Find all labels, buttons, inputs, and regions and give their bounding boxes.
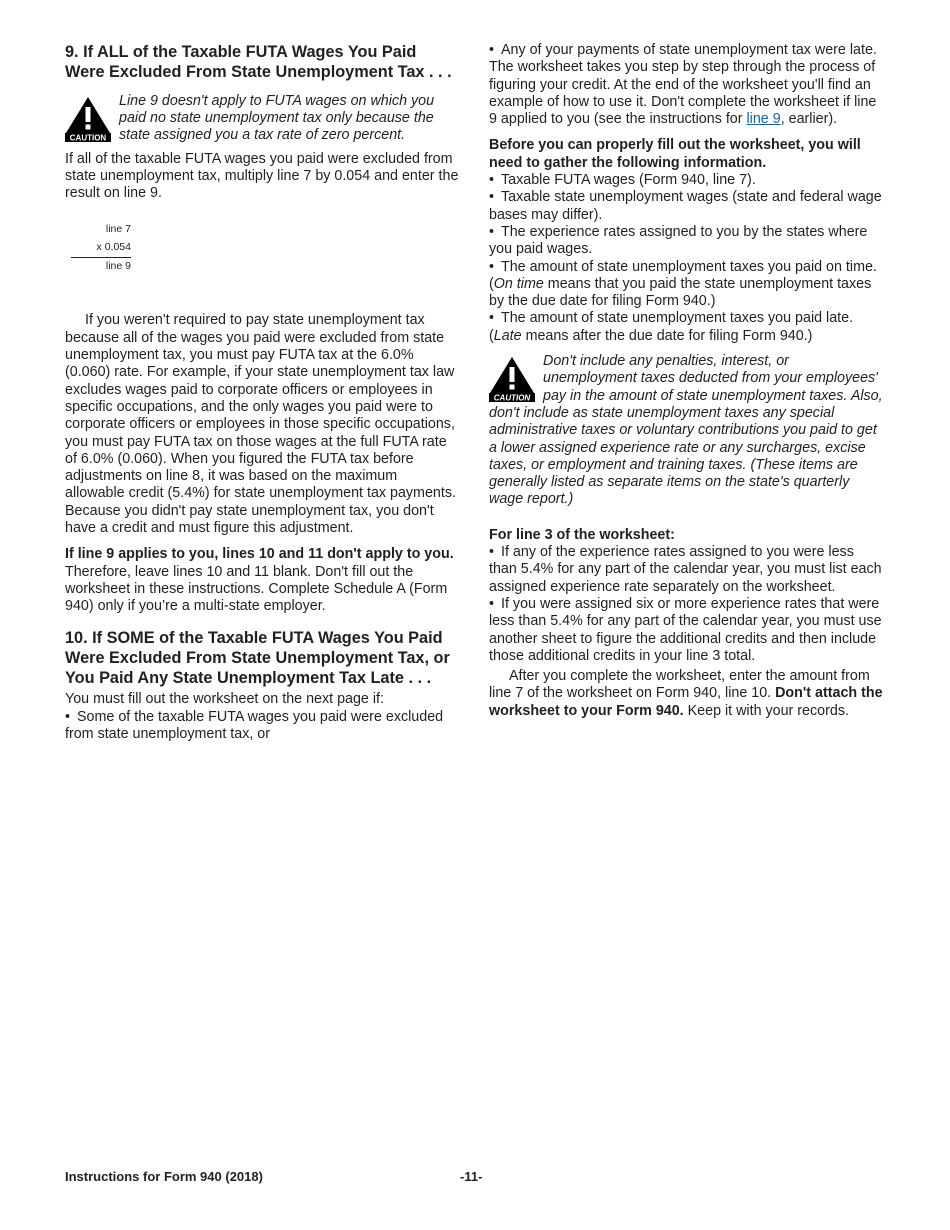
bullet-rates-less-than: If any of the experience rates assigned to you were less than 5.4% for any part of the calendar year, you must list each assigned experience rate separately on the worksheet. (489, 544, 882, 595)
paragraph-must-fill-worksheet: You must fill out the worksheet on the next page if: (65, 691, 384, 708)
calc-multiplier: x 0.054 (96, 241, 131, 254)
after-worksheet-tail: Keep it with your records. (683, 702, 849, 719)
caution-box-line-9 (65, 93, 459, 145)
heading-line-3-worksheet: For line 3 of the worksheet: (489, 526, 675, 543)
bullet-item: • The experience rates assigned to you by the states where you paid wages. (489, 223, 868, 258)
calc-line-7: line 7 (105, 223, 131, 236)
bullet-on-time-tail: means that you paid the state unemployment taxes by the due date for filing Form 940.) (489, 275, 872, 310)
dont-attach-bold: Don't attach the worksheet to your Form 940. (489, 685, 883, 719)
bullet-state-wages: Taxable state unemployment wages (state and federal wage bases may differ). (489, 189, 882, 223)
bullet-taxable-futa-wages: Taxable FUTA wages (Form 940, line 7). (501, 172, 756, 189)
paragraph-not-required: If you weren't required to pay state unemployment tax because all of the wages you paid were excluded from state unemployment tax, you must pay FUTA tax at the 6.0% (0.060) rate. For example, if your state unemployment tax law excludes wages paid to corporate officers or employees in specific occupations, and the only wages you paid were to corporate officers or employees in those specific occupations, you must pay FUTA tax on those wages at the full FUTA rate of 6.0% (0.060). When you figured the FUTA tax before adjustments on line 8, it was based on the maximum allowable credit (5.4%) for state unemployment tax payments. Because you didn't pay state unemployment tax, you don't have a credit and must figure this adjustment. (65, 312, 456, 537)
late-term: Late (493, 327, 522, 344)
line-9-applies-rest: Therefore, leave lines 10 and 11 blank. Don't fill out the worksheet in these instructions. Complete Schedule A (Form 940) only if you’re a multi-state employer. (65, 563, 448, 615)
on-time-term: On time (493, 275, 544, 292)
calc-line-9: line 9 (105, 260, 131, 273)
after-worksheet-text: After you complete the worksheet, enter the amount from line 7 of the worksheet on Form 940, line 10. (489, 668, 870, 702)
caution-icon (65, 96, 111, 142)
paragraph-gather-info: Before you can properly fill out the worksheet, you will need to gather the following information. (489, 137, 861, 171)
left-column (65, 42, 459, 743)
right-column (489, 42, 885, 720)
caution-label: CAUTION (69, 133, 107, 142)
bullet-item: • The amount of state unemployment taxes you paid late. (Late means after the due date for filing Form 940.) (489, 310, 854, 344)
bullet-payments-late: Any of your payments of state unemployment tax were late. (501, 42, 877, 58)
paragraph-line-9-instruction: If all of the taxable FUTA wages you paid were excluded from state unemployment tax, multiply line 7 by 0.054 and enter the result on line 9. (65, 150, 459, 202)
caution-box-penalties (489, 353, 885, 509)
worksheet-steps-text: The worksheet takes you step by step through the process of figuring your credit. At the end of the worksheet you'll find an example of how to use it. Don't complete the worksheet if line 9 applied to you (see the instructions for (489, 59, 877, 128)
footer-title: Instructions for Form 940 (2018) (65, 1169, 263, 1184)
paragraph-line-9-applies (65, 546, 459, 615)
worksheet-steps-tail: , earlier). (780, 111, 838, 128)
bullet-item: • If you were assigned six or more experience rates that were less than 5.4% for any part of the calendar year, you must use another sheet to figure the additional credits and then include those additional credits in your line 3 total. (489, 595, 882, 664)
bullet-some-wages-excluded: Some of the taxable FUTA wages you paid were excluded from state unemployment tax, or (65, 708, 444, 743)
bullet-late-tail: means after the due date for filing Form 940.) (521, 327, 813, 344)
page-number: -11- (460, 1169, 483, 1184)
caution-text: Don't include any penalties, interest, or unemployment taxes deducted from your employees' pay in the amount of state unemployment taxes. Also, don't include as state unemployment taxes any special administrative taxes or voluntary contributions you paid to get a lower assigned experience rate or any surcharges, excise taxes, or employment and training taxes. (These items are generally listed as separate items on the state's quarterly wage report.) (489, 353, 883, 508)
bullet-item: • Any of your payments of state unemployment tax were late. (489, 42, 877, 58)
bullet-six-or-more-rates: If you were assigned six or more experience rates that were less than 5.4% for any part of the calendar year, you must use another sheet to figure the additional credits and then include those additional credits in your line 3 total. (489, 595, 882, 664)
bullet-item: • If any of the experience rates assigned to you were less than 5.4% for any part of the calendar year, you must list each assigned experience rate separately on the worksheet. (489, 544, 882, 595)
bullet-on-time-text: The amount of state unemployment taxes you paid on time. ( (489, 258, 877, 292)
heading-line-10: 10. If SOME of the Taxable FUTA Wages You Paid Were Excluded From State Unemployment Tax, or You Paid Any State Unemployment Tax Late . . . (65, 628, 450, 688)
bullet-item: • The amount of state unemployment taxes you paid on time. (On time means that you paid the state unemployment taxes by the due date for filing Form 940.) (489, 258, 877, 310)
caution-icon (489, 356, 535, 402)
heading-line-9: 9. If ALL of the Taxable FUTA Wages You Paid Were Excluded From State Unemployment Tax . . . (65, 43, 452, 82)
calculation-line-9 (65, 202, 459, 312)
caution-text: Line 9 doesn't apply to FUTA wages on which you paid no state unemployment tax only because the state assigned you a tax rate of zero percent. (119, 92, 435, 144)
paragraph-worksheet-steps (489, 59, 885, 128)
caution-label: CAUTION (493, 393, 531, 403)
bullet-late-text: The amount of state unemployment taxes you paid late. ( (489, 310, 854, 344)
bullet-item: • Taxable FUTA wages (Form 940, line 7). (489, 172, 756, 189)
line-9-applies-bold: If line 9 applies to you, lines 10 and 11 don't apply to you. (65, 546, 454, 563)
bullet-experience-rates: The experience rates assigned to you by the states where you paid wages. (489, 223, 868, 258)
bullet-item: • Taxable state unemployment wages (state and federal wage bases may differ). (489, 189, 882, 223)
paragraph-after-worksheet (489, 668, 885, 720)
line-9-link[interactable]: line 9 (746, 111, 781, 128)
bullet-item: • Some of the taxable FUTA wages you paid were excluded from state unemployment tax, or (65, 708, 444, 743)
